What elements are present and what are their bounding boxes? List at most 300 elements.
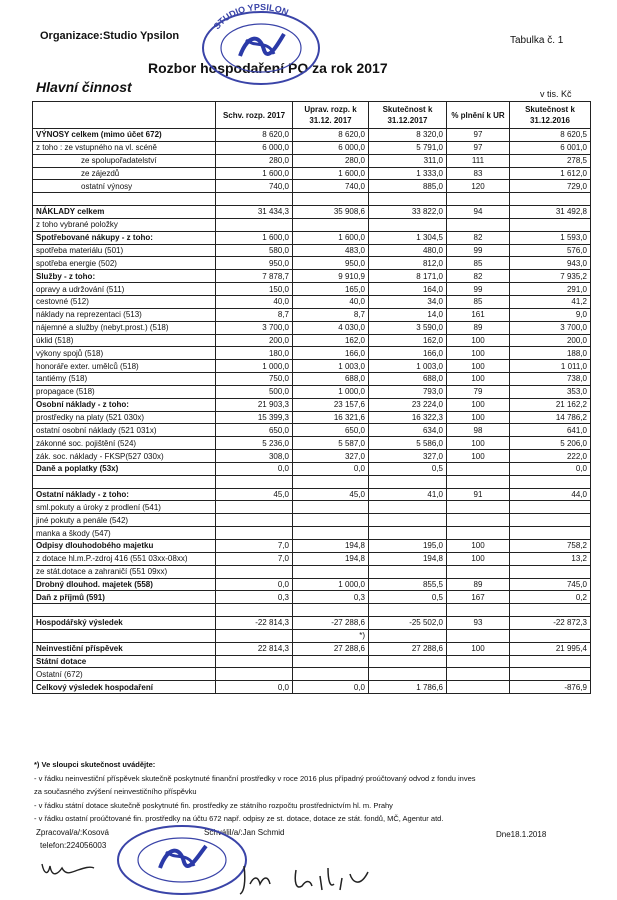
- table-row: [33, 321, 591, 334]
- col-header-label: [33, 102, 216, 129]
- signature-right: [236, 862, 386, 898]
- adjusted-budget-cell: 40,0: [293, 295, 369, 308]
- table-row: [33, 527, 591, 540]
- actual-2016-cell: 13,2: [510, 552, 591, 565]
- adjusted-budget-cell: 1 600,0: [293, 167, 369, 180]
- actual-2017-cell: 480,0: [369, 244, 447, 257]
- approved-budget-cell: 40,0: [216, 295, 293, 308]
- col-header-fulfilment: % plnění k UR: [447, 102, 510, 129]
- approved-budget-cell: 280,0: [216, 154, 293, 167]
- fulfilment-cell: 120: [447, 180, 510, 193]
- actual-2016-cell: 5 206,0: [510, 437, 591, 450]
- col-header-actual-2016: Skutečnost k 31.12.2016: [510, 102, 591, 129]
- actual-2017-cell: [369, 475, 447, 488]
- actual-2017-cell: [369, 527, 447, 540]
- svg-text:STUDIO YPSILON: STUDIO YPSILON: [211, 4, 290, 32]
- actual-2017-cell: 8 171,0: [369, 270, 447, 283]
- table-row: [33, 629, 591, 642]
- table-row: [33, 668, 591, 681]
- actual-2016-cell: 353,0: [510, 385, 591, 398]
- fulfilment-cell: 89: [447, 321, 510, 334]
- fulfilment-cell: 100: [447, 411, 510, 424]
- table-row: [33, 257, 591, 270]
- actual-2016-cell: 21 162,2: [510, 398, 591, 411]
- adjusted-budget-cell: 0,3: [293, 591, 369, 604]
- actual-2017-cell: 166,0: [369, 347, 447, 360]
- prepared-by: Zpracoval/a/:Kosová: [36, 828, 109, 837]
- adjusted-budget-cell: 1 000,0: [293, 385, 369, 398]
- actual-2017-cell: 23 224,0: [369, 398, 447, 411]
- fulfilment-cell: [447, 218, 510, 231]
- table-row: [33, 604, 591, 617]
- actual-2016-cell: [510, 668, 591, 681]
- fulfilment-cell: [447, 462, 510, 475]
- fulfilment-cell: 161: [447, 308, 510, 321]
- table-row: [33, 193, 591, 206]
- row-label: ostatní osobní náklady (521 031x): [33, 424, 216, 437]
- approved-budget-cell: 0,0: [216, 578, 293, 591]
- table-row: [33, 270, 591, 283]
- adjusted-budget-cell: 8 620,0: [293, 129, 369, 142]
- table-row: [33, 244, 591, 257]
- fulfilment-cell: 79: [447, 385, 510, 398]
- approved-budget-cell: 8 620,0: [216, 129, 293, 142]
- approved-budget-cell: 21 903,3: [216, 398, 293, 411]
- adjusted-budget-cell: [293, 514, 369, 527]
- table-row: [33, 206, 591, 219]
- actual-2017-cell: 8 320,0: [369, 129, 447, 142]
- row-label: Drobný dlouhod. majetek (558): [33, 578, 216, 591]
- approved-budget-cell: 150,0: [216, 283, 293, 296]
- approved-budget-cell: 200,0: [216, 334, 293, 347]
- actual-2016-cell: 21 995,4: [510, 642, 591, 655]
- footnote-line: - v řádku ostatní proúčtované fin. prostředky na účtu 672 např. odpisy ze st. dotace, dotace ze stát. fondů, MČ, Agentur atd.: [34, 814, 444, 824]
- actual-2016-cell: 1 011,0: [510, 360, 591, 373]
- table-row: [33, 488, 591, 501]
- row-label: [33, 193, 216, 206]
- actual-2016-cell: [510, 475, 591, 488]
- row-label: [33, 629, 216, 642]
- footnote-line: za současného zvýšení neinvestičního příspěvku: [34, 787, 197, 797]
- actual-2017-cell: 1 304,5: [369, 231, 447, 244]
- table-row: [33, 360, 591, 373]
- stamp-top: [198, 4, 324, 86]
- adjusted-budget-cell: 740,0: [293, 180, 369, 193]
- actual-2016-cell: [510, 655, 591, 668]
- fulfilment-cell: 100: [447, 552, 510, 565]
- actual-2016-cell: 576,0: [510, 244, 591, 257]
- approved-budget-cell: 45,0: [216, 488, 293, 501]
- fulfilment-cell: [447, 681, 510, 694]
- budget-table: [32, 101, 591, 694]
- adjusted-budget-cell: [293, 218, 369, 231]
- table-row: [33, 308, 591, 321]
- actual-2016-cell: [510, 501, 591, 514]
- adjusted-budget-cell: *): [293, 629, 369, 642]
- adjusted-budget-cell: 4 030,0: [293, 321, 369, 334]
- adjusted-budget-cell: 650,0: [293, 424, 369, 437]
- fulfilment-cell: 85: [447, 257, 510, 270]
- fulfilment-cell: 111: [447, 154, 510, 167]
- adjusted-budget-cell: 27 288,6: [293, 642, 369, 655]
- row-label: Spotřebované nákupy - z toho:: [33, 231, 216, 244]
- table-row: [33, 373, 591, 386]
- table-row: [33, 501, 591, 514]
- fulfilment-cell: 91: [447, 488, 510, 501]
- row-label: sml.pokuty a úroky z prodlení (541): [33, 501, 216, 514]
- approved-budget-cell: [216, 218, 293, 231]
- actual-2017-cell: 688,0: [369, 373, 447, 386]
- adjusted-budget-cell: [293, 655, 369, 668]
- fulfilment-cell: 100: [447, 398, 510, 411]
- table-row: [33, 398, 591, 411]
- actual-2016-cell: 31 492,8: [510, 206, 591, 219]
- approved-budget-cell: 1 600,0: [216, 231, 293, 244]
- actual-2017-cell: 195,0: [369, 540, 447, 553]
- row-label: VÝNOSY celkem (mimo účet 672): [33, 129, 216, 142]
- row-label: Daně a poplatky (53x): [33, 462, 216, 475]
- actual-2016-cell: -22 872,3: [510, 617, 591, 630]
- actual-2016-cell: 8 620,5: [510, 129, 591, 142]
- footnote-line: - v řádku státní dotace skutečně poskytnuté fin. prostředky ze státního rozpočtu prostřednictvím hl. m. Prahy: [34, 800, 393, 810]
- phone: telefon:224056003: [40, 841, 107, 850]
- row-label: honoráře exter. umělců (518): [33, 360, 216, 373]
- row-label: výkony spojů (518): [33, 347, 216, 360]
- actual-2016-cell: [510, 604, 591, 617]
- signature-left: [38, 856, 98, 882]
- adjusted-budget-cell: 8,7: [293, 308, 369, 321]
- fulfilment-cell: [447, 655, 510, 668]
- footnotes: [34, 758, 476, 826]
- fulfilment-cell: 93: [447, 617, 510, 630]
- actual-2016-cell: 291,0: [510, 283, 591, 296]
- actual-2017-cell: 3 590,0: [369, 321, 447, 334]
- actual-2017-cell: 812,0: [369, 257, 447, 270]
- table-row: [33, 334, 591, 347]
- actual-2017-cell: 855,5: [369, 578, 447, 591]
- actual-2017-cell: 634,0: [369, 424, 447, 437]
- actual-2017-cell: 194,8: [369, 552, 447, 565]
- table-row: [33, 141, 591, 154]
- adjusted-budget-cell: [293, 527, 369, 540]
- page-title: Rozbor hospodaření PO za rok 2017: [148, 60, 388, 76]
- actual-2016-cell: 745,0: [510, 578, 591, 591]
- approved-budget-cell: [216, 629, 293, 642]
- table-row: [33, 591, 591, 604]
- table-row: [33, 437, 591, 450]
- table-row: [33, 617, 591, 630]
- fulfilment-cell: [447, 193, 510, 206]
- table-row: [33, 642, 591, 655]
- actual-2017-cell: [369, 604, 447, 617]
- row-label: Ostatní náklady - z toho:: [33, 488, 216, 501]
- actual-2016-cell: [510, 527, 591, 540]
- fulfilment-cell: 100: [447, 540, 510, 553]
- approved-by: Schválil/a/:Jan Schmid: [204, 828, 285, 837]
- table-row: [33, 552, 591, 565]
- approved-budget-cell: 650,0: [216, 424, 293, 437]
- table-row: [33, 385, 591, 398]
- row-label: Daň z příjmů (591): [33, 591, 216, 604]
- actual-2016-cell: 738,0: [510, 373, 591, 386]
- actual-2016-cell: 6 001,0: [510, 141, 591, 154]
- date: Dne18.1.2018: [496, 830, 547, 839]
- actual-2016-cell: 9,0: [510, 308, 591, 321]
- row-label: zákonné soc. pojištění (524): [33, 437, 216, 450]
- row-label: z toho : ze vstupného na vl. scéně: [33, 141, 216, 154]
- footnote-line: - v řádku neinvestiční příspěvek skutečně poskytnuté finanční prostředky v roce 2016 plus případný proúčtovaný odvod z fondu inves: [34, 773, 476, 783]
- table-row: [33, 565, 591, 578]
- fulfilment-cell: 94: [447, 206, 510, 219]
- actual-2016-cell: 222,0: [510, 450, 591, 463]
- adjusted-budget-cell: [293, 565, 369, 578]
- approved-budget-cell: 31 434,3: [216, 206, 293, 219]
- approved-budget-cell: 740,0: [216, 180, 293, 193]
- fulfilment-cell: 82: [447, 270, 510, 283]
- row-label: náklady na reprezentaci (513): [33, 308, 216, 321]
- fulfilment-cell: 99: [447, 283, 510, 296]
- col-header-adjusted-budget: Uprav. rozp. k 31.12. 2017: [293, 102, 369, 129]
- actual-2016-cell: [510, 629, 591, 642]
- actual-2017-cell: [369, 501, 447, 514]
- approved-budget-cell: [216, 514, 293, 527]
- col-header-actual-2017: Skutečnost k 31.12.2017: [369, 102, 447, 129]
- footnote-line: *) Ve sloupci skutečnost uvádějte:: [34, 760, 156, 769]
- actual-2017-cell: 1 333,0: [369, 167, 447, 180]
- adjusted-budget-cell: 280,0: [293, 154, 369, 167]
- approved-budget-cell: 5 236,0: [216, 437, 293, 450]
- table-row: [33, 681, 591, 694]
- fulfilment-cell: 97: [447, 129, 510, 142]
- approved-budget-cell: 0,0: [216, 681, 293, 694]
- fulfilment-cell: [447, 629, 510, 642]
- approved-budget-cell: 1 600,0: [216, 167, 293, 180]
- stamp-bottom: [112, 820, 252, 898]
- row-label: manka a škody (547): [33, 527, 216, 540]
- approved-budget-cell: [216, 668, 293, 681]
- adjusted-budget-cell: 5 587,0: [293, 437, 369, 450]
- table-number: Tabulka č. 1: [510, 35, 564, 46]
- actual-2016-cell: 278,5: [510, 154, 591, 167]
- actual-2016-cell: 641,0: [510, 424, 591, 437]
- actual-2016-cell: 200,0: [510, 334, 591, 347]
- actual-2017-cell: [369, 668, 447, 681]
- adjusted-budget-cell: 194,8: [293, 552, 369, 565]
- adjusted-budget-cell: 0,0: [293, 462, 369, 475]
- adjusted-budget-cell: 9 910,9: [293, 270, 369, 283]
- row-label: z toho vybrané položky: [33, 218, 216, 231]
- table-row: [33, 424, 591, 437]
- actual-2017-cell: [369, 565, 447, 578]
- fulfilment-cell: 98: [447, 424, 510, 437]
- approved-budget-cell: [216, 501, 293, 514]
- approved-budget-cell: 580,0: [216, 244, 293, 257]
- table-row: [33, 540, 591, 553]
- fulfilment-cell: 100: [447, 437, 510, 450]
- approved-budget-cell: [216, 527, 293, 540]
- section-subtitle: Hlavní činnost: [36, 79, 132, 95]
- row-label: spotřeba energie (502): [33, 257, 216, 270]
- adjusted-budget-cell: 6 000,0: [293, 141, 369, 154]
- table-row: [33, 231, 591, 244]
- actual-2017-cell: 33 822,0: [369, 206, 447, 219]
- actual-2017-cell: 27 288,6: [369, 642, 447, 655]
- adjusted-budget-cell: 23 157,6: [293, 398, 369, 411]
- actual-2017-cell: 1 786,6: [369, 681, 447, 694]
- approved-budget-cell: -22 814,3: [216, 617, 293, 630]
- adjusted-budget-cell: 162,0: [293, 334, 369, 347]
- actual-2016-cell: [510, 218, 591, 231]
- row-label: opravy a udržování (511): [33, 283, 216, 296]
- actual-2016-cell: [510, 514, 591, 527]
- table-row: [33, 180, 591, 193]
- row-label: Hospodářský výsledek: [33, 617, 216, 630]
- row-label: propagace (518): [33, 385, 216, 398]
- approved-budget-cell: 950,0: [216, 257, 293, 270]
- actual-2016-cell: 44,0: [510, 488, 591, 501]
- actual-2016-cell: 1 593,0: [510, 231, 591, 244]
- actual-2017-cell: 41,0: [369, 488, 447, 501]
- row-label: ze stát.dotace a zahraničí (551 09xx): [33, 565, 216, 578]
- actual-2017-cell: 5 586,0: [369, 437, 447, 450]
- actual-2017-cell: 1 003,0: [369, 360, 447, 373]
- approved-budget-cell: 500,0: [216, 385, 293, 398]
- table-row: [33, 462, 591, 475]
- row-label: úklid (518): [33, 334, 216, 347]
- actual-2017-cell: 885,0: [369, 180, 447, 193]
- actual-2017-cell: [369, 629, 447, 642]
- adjusted-budget-cell: 0,0: [293, 681, 369, 694]
- fulfilment-cell: [447, 475, 510, 488]
- fulfilment-cell: 97: [447, 141, 510, 154]
- adjusted-budget-cell: -27 288,6: [293, 617, 369, 630]
- fulfilment-cell: [447, 604, 510, 617]
- actual-2016-cell: 41,2: [510, 295, 591, 308]
- adjusted-budget-cell: [293, 501, 369, 514]
- actual-2016-cell: 0,2: [510, 591, 591, 604]
- adjusted-budget-cell: [293, 475, 369, 488]
- fulfilment-cell: 82: [447, 231, 510, 244]
- actual-2016-cell: 0,0: [510, 462, 591, 475]
- row-label: Neinvestiční příspěvek: [33, 642, 216, 655]
- approved-budget-cell: 180,0: [216, 347, 293, 360]
- fulfilment-cell: [447, 565, 510, 578]
- actual-2016-cell: 729,0: [510, 180, 591, 193]
- row-label: nájemné a služby (nebyt.prost.) (518): [33, 321, 216, 334]
- row-label: [33, 604, 216, 617]
- actual-2017-cell: 34,0: [369, 295, 447, 308]
- adjusted-budget-cell: 327,0: [293, 450, 369, 463]
- actual-2016-cell: 943,0: [510, 257, 591, 270]
- organization-label: Organizace:Studio Ypsilon: [40, 30, 180, 42]
- fulfilment-cell: 100: [447, 450, 510, 463]
- adjusted-budget-cell: 1 600,0: [293, 231, 369, 244]
- fulfilment-cell: 100: [447, 334, 510, 347]
- row-label: NÁKLADY celkem: [33, 206, 216, 219]
- actual-2017-cell: 5 791,0: [369, 141, 447, 154]
- approved-budget-cell: [216, 193, 293, 206]
- row-label: cestovné (512): [33, 295, 216, 308]
- row-label: Celkový výsledek hospodaření: [33, 681, 216, 694]
- table-row: [33, 578, 591, 591]
- actual-2017-cell: 793,0: [369, 385, 447, 398]
- actual-2017-cell: -25 502,0: [369, 617, 447, 630]
- actual-2017-cell: 327,0: [369, 450, 447, 463]
- approved-budget-cell: 308,0: [216, 450, 293, 463]
- actual-2016-cell: 14 786,2: [510, 411, 591, 424]
- actual-2017-cell: [369, 655, 447, 668]
- row-label: z dotace hl.m.P.-zdroj 416 (551 03xx-08xx): [33, 552, 216, 565]
- fulfilment-cell: 100: [447, 347, 510, 360]
- fulfilment-cell: [447, 514, 510, 527]
- table-row: [33, 475, 591, 488]
- actual-2016-cell: 1 612,0: [510, 167, 591, 180]
- approved-budget-cell: 3 700,0: [216, 321, 293, 334]
- actual-2017-cell: 16 322,3: [369, 411, 447, 424]
- actual-2017-cell: 311,0: [369, 154, 447, 167]
- approved-budget-cell: 0,3: [216, 591, 293, 604]
- row-label: tantiémy (518): [33, 373, 216, 386]
- row-label: Služby - z toho:: [33, 270, 216, 283]
- approved-budget-cell: 7,0: [216, 540, 293, 553]
- approved-budget-cell: 8,7: [216, 308, 293, 321]
- fulfilment-cell: 100: [447, 642, 510, 655]
- actual-2016-cell: [510, 565, 591, 578]
- fulfilment-cell: [447, 527, 510, 540]
- approved-budget-cell: 750,0: [216, 373, 293, 386]
- fulfilment-cell: 83: [447, 167, 510, 180]
- adjusted-budget-cell: 165,0: [293, 283, 369, 296]
- adjusted-budget-cell: 950,0: [293, 257, 369, 270]
- actual-2016-cell: 188,0: [510, 347, 591, 360]
- table-row: [33, 411, 591, 424]
- actual-2016-cell: 3 700,0: [510, 321, 591, 334]
- approved-budget-cell: [216, 565, 293, 578]
- approved-budget-cell: 0,0: [216, 462, 293, 475]
- approved-budget-cell: [216, 604, 293, 617]
- approved-budget-cell: 15 399,3: [216, 411, 293, 424]
- adjusted-budget-cell: [293, 604, 369, 617]
- adjusted-budget-cell: 35 908,6: [293, 206, 369, 219]
- row-label: ze spolupořadatelství: [33, 154, 216, 167]
- approved-budget-cell: 7 878,7: [216, 270, 293, 283]
- fulfilment-cell: 100: [447, 373, 510, 386]
- actual-2017-cell: [369, 193, 447, 206]
- actual-2017-cell: 162,0: [369, 334, 447, 347]
- actual-2016-cell: -876,9: [510, 681, 591, 694]
- table-row: [33, 514, 591, 527]
- adjusted-budget-cell: 1 000,0: [293, 578, 369, 591]
- table-row: [33, 283, 591, 296]
- approved-budget-cell: 6 000,0: [216, 141, 293, 154]
- actual-2016-cell: [510, 193, 591, 206]
- fulfilment-cell: [447, 668, 510, 681]
- adjusted-budget-cell: [293, 193, 369, 206]
- fulfilment-cell: 167: [447, 591, 510, 604]
- fulfilment-cell: [447, 501, 510, 514]
- table-row: [33, 347, 591, 360]
- adjusted-budget-cell: 166,0: [293, 347, 369, 360]
- actual-2017-cell: 0,5: [369, 462, 447, 475]
- table-row: [33, 218, 591, 231]
- fulfilment-cell: 100: [447, 360, 510, 373]
- table-row: [33, 129, 591, 142]
- adjusted-budget-cell: 688,0: [293, 373, 369, 386]
- actual-2017-cell: [369, 218, 447, 231]
- actual-2017-cell: 164,0: [369, 283, 447, 296]
- actual-2016-cell: 758,2: [510, 540, 591, 553]
- adjusted-budget-cell: 1 003,0: [293, 360, 369, 373]
